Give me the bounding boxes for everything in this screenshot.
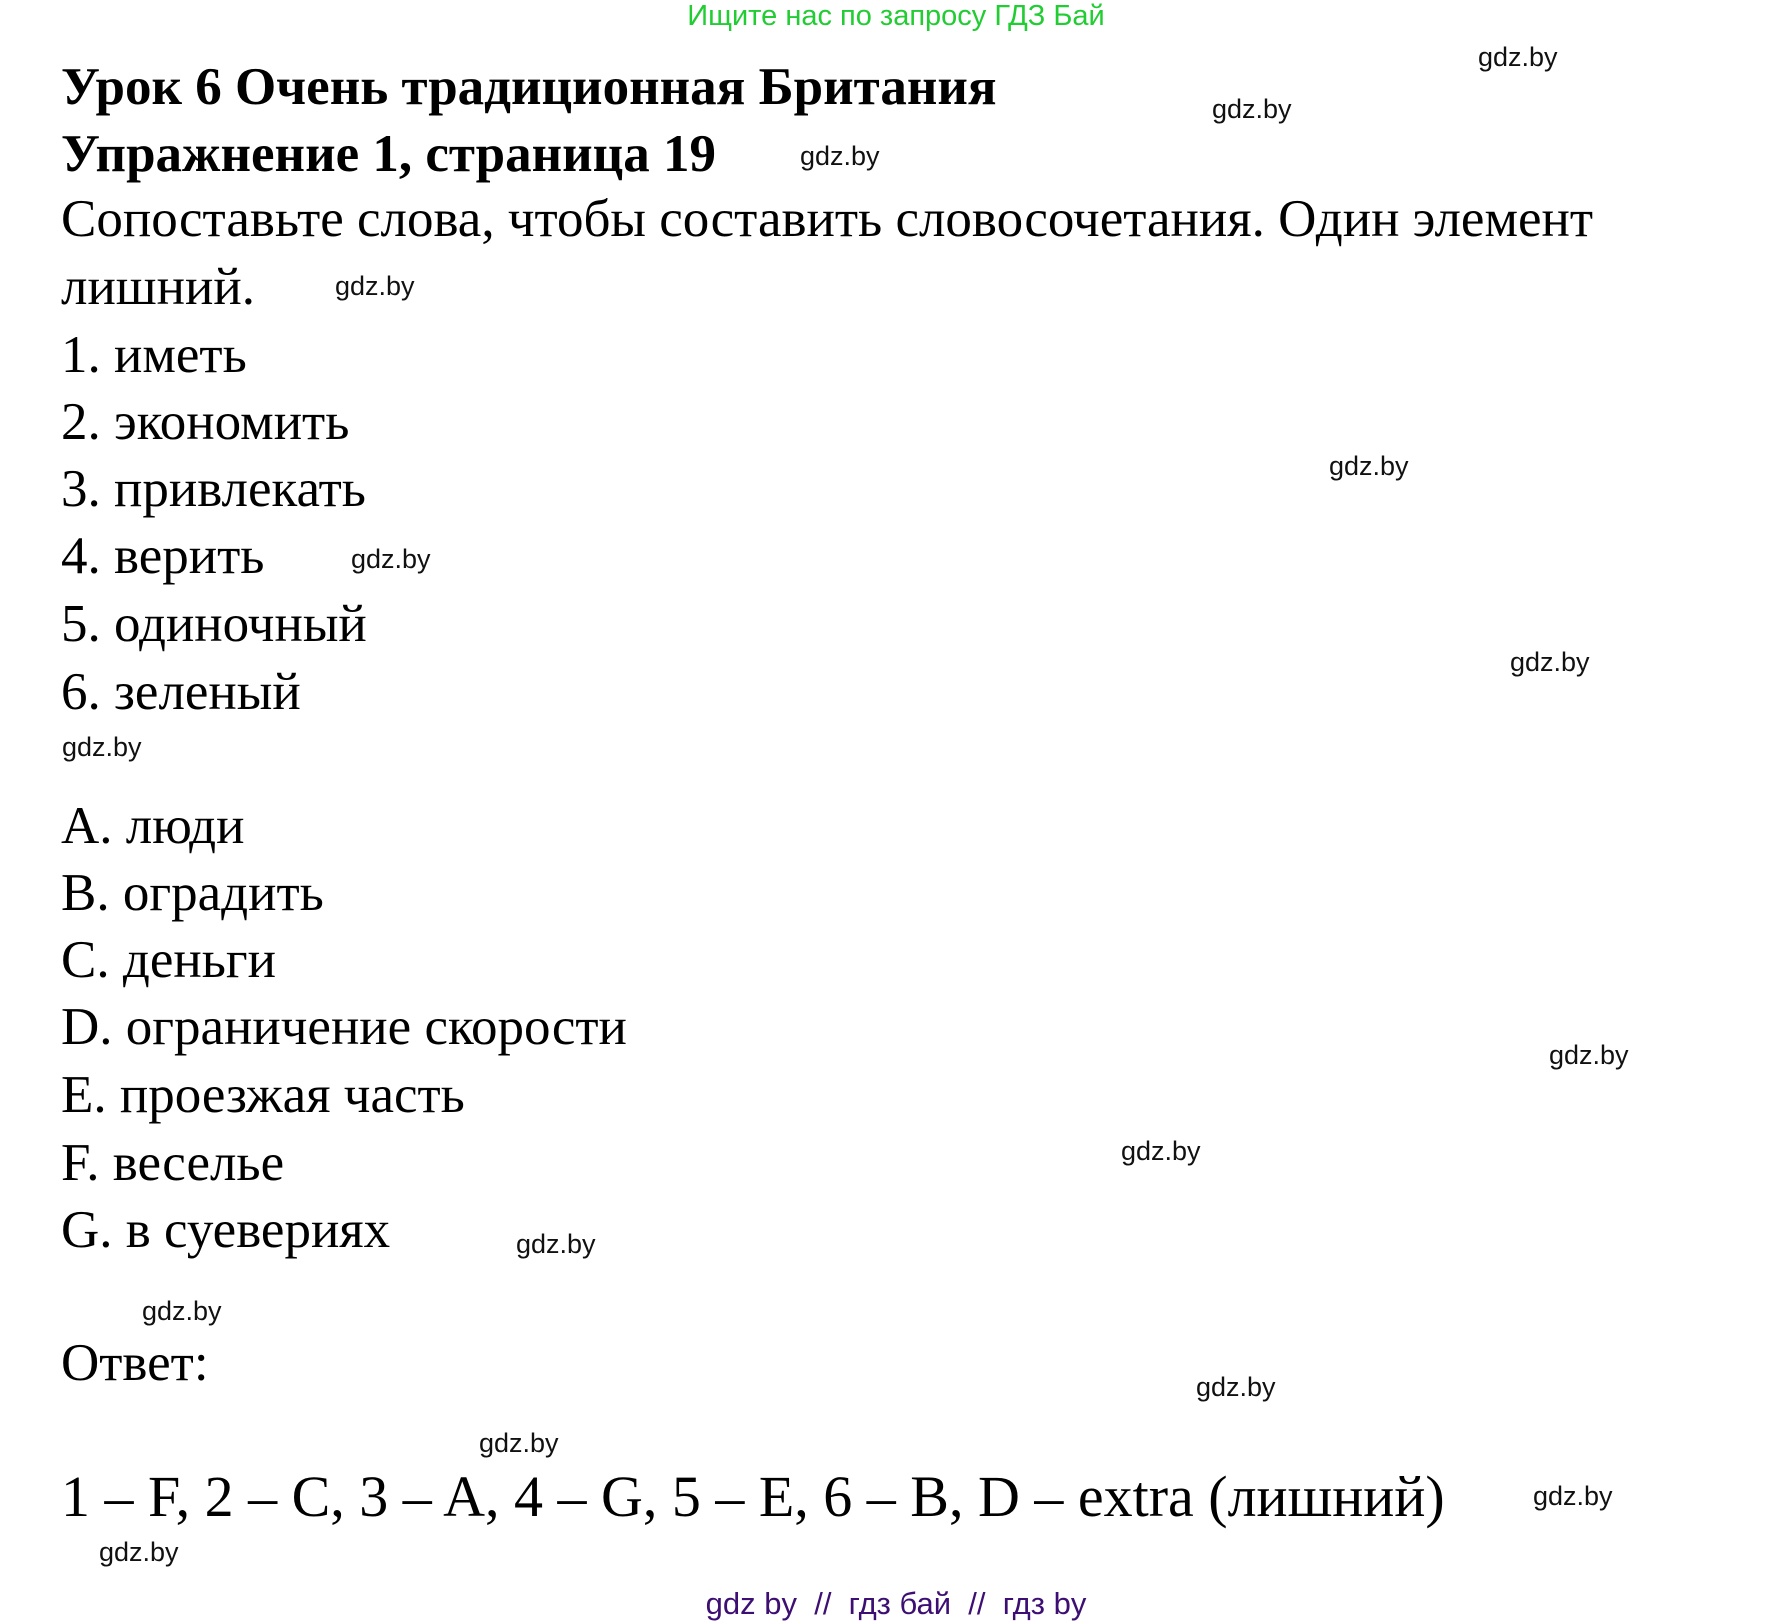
lettered-item: C. деньги	[61, 931, 276, 989]
footer-links: gdz by // гдз бай // гдз by	[705, 1586, 1087, 1621]
watermark: gdz.by	[1121, 1136, 1201, 1166]
watermark: gdz.by	[1478, 42, 1558, 72]
lettered-item: F. веселье	[61, 1134, 285, 1192]
answer-text: 1 – F, 2 – C, 3 – A, 4 – G, 5 – E, 6 – B, D – extra (лишний)	[61, 1464, 1445, 1529]
watermark: gdz.by	[800, 141, 880, 171]
watermark: gdz.by	[99, 1537, 179, 1567]
watermark: gdz.by	[62, 732, 142, 762]
lettered-item: A. люди	[61, 797, 245, 855]
watermark: gdz.by	[351, 544, 431, 574]
lettered-item: D. ограничение скорости	[61, 998, 627, 1056]
watermark: gdz.by	[1329, 451, 1409, 481]
watermark: gdz.by	[516, 1229, 596, 1259]
numbered-item: 2. экономить	[61, 393, 350, 451]
watermark: gdz.by	[1196, 1372, 1276, 1402]
numbered-item: 3. привлекать	[61, 460, 366, 518]
watermark: gdz.by	[142, 1296, 222, 1326]
watermark: gdz.by	[479, 1428, 559, 1458]
exercise-title: Упражнение 1, страница 19	[61, 125, 716, 183]
numbered-item: 6. зеленый	[61, 663, 301, 721]
watermark: gdz.by	[1533, 1481, 1613, 1511]
watermark: gdz.by	[1549, 1040, 1629, 1070]
watermark: gdz.by	[1212, 94, 1292, 124]
answer-label: Ответ:	[61, 1334, 209, 1392]
lettered-item: E. проезжая часть	[61, 1066, 465, 1124]
lesson-title: Урок 6 Очень традиционная Британия	[61, 58, 997, 116]
search-banner: Ищите нас по запросу ГДЗ Бай	[687, 0, 1105, 32]
watermark: gdz.by	[335, 271, 415, 301]
numbered-item: 5. одиночный	[61, 595, 367, 653]
numbered-item: 1. иметь	[61, 326, 247, 384]
numbered-item: 4. верить	[61, 527, 265, 585]
lettered-item: G. в суевериях	[61, 1201, 391, 1259]
instruction-line-1: Сопоставьте слова, чтобы составить словосочетания. Один элемент	[61, 190, 1594, 248]
watermark: gdz.by	[1510, 647, 1590, 677]
instruction-line-2: лишний.	[61, 258, 255, 316]
lettered-item: B. оградить	[61, 864, 324, 922]
